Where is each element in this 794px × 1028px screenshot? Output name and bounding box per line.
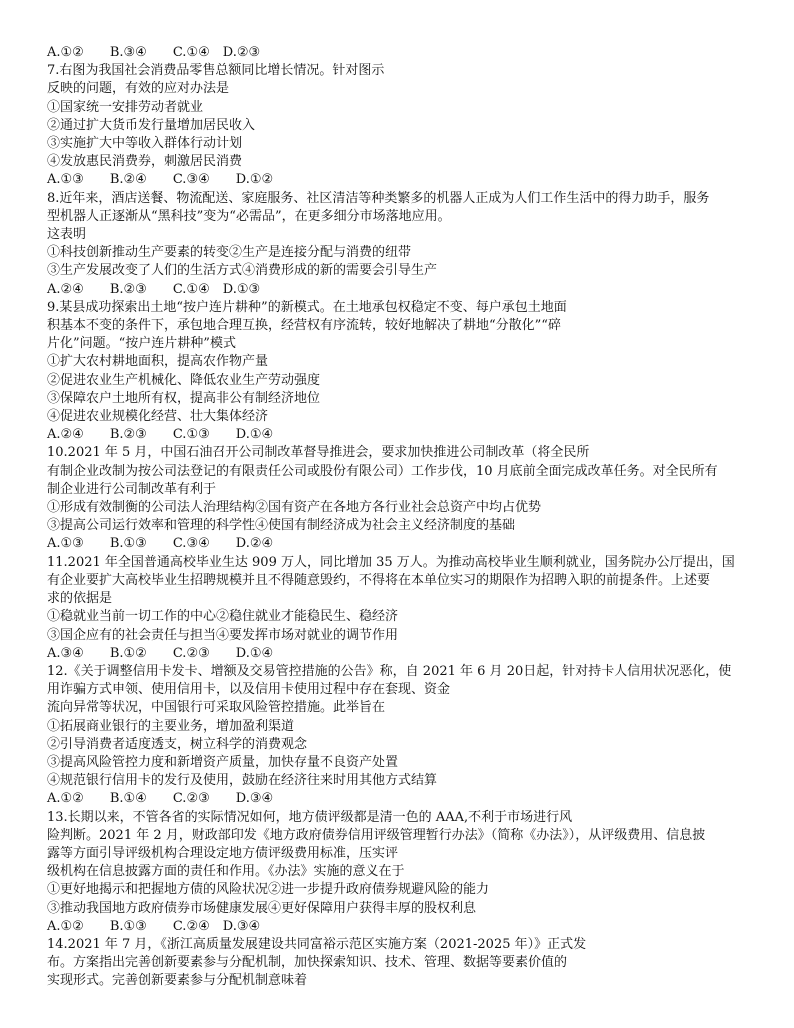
text-line: 反映的问题，有效的应对办法是 [47,81,230,97]
text-line: ③国企应有的社会责任与担当④要发挥市场对就业的调节作用 [47,627,399,643]
text-line: ②通过扩大货币发行量增加居民收入 [47,117,256,133]
text-line: ①科技创新推动生产要素的转变②生产是连接分配与消费的纽带 [47,245,412,261]
text-line: 制企业进行公司制改革有利于 [47,481,217,497]
text-line: 片化”问题。“按户连片耕种”模式 [47,336,236,352]
text-line: 13.长期以来，不管各省的实际情况如何，地方债评级都是清一色的 AAA,不利于市场进行风 [47,809,573,825]
text-line: ②引导消费者适度透支，树立科学的消费观念 [47,736,308,752]
text-line: ②促进农业生产机械化、降低农业生产劳动强度 [47,372,321,388]
text-line: ①形成有效制衡的公司法人治理结构②国有资产在各地方各行业社会总资产中均占优势 [47,500,542,516]
text-line: 级机构在信息披露方面的责任和作用。《办法》实施的意义在于 [47,864,405,880]
text-line: ①更好地揭示和把握地方债的风险状况②进一步提升政府债券规避风险的能力 [47,882,490,898]
text-line: A.③④ B.①② C.②③ D.①④ [47,645,274,661]
text-line: A.①② B.①④ C.②③ D.③④ [47,791,274,807]
exam-page [47,44,767,991]
text-line: ③保障农户土地所有权，提高非公有制经济地位 [47,390,321,406]
text-line: ③提高风险管控力度和新增资产质量，加快存量不良资产处置 [47,754,399,770]
text-line: ①国家统一安排劳动者就业 [47,99,204,115]
text-line: ③提高公司运行效率和管理的科学性④使国有制经济成为社会主义经济制度的基础 [47,518,516,534]
text-line: 10.2021 年 5 月，中国石油召开公司制改革督导推进会，要求加快推进公司制改革（将全民所 [47,445,590,461]
text-line: ④促进农业规模化经营、壮大集体经济 [47,409,269,425]
text-line: 11.2021 年全国普通高校毕业生达 909 万人，同比增加 35 万人。为推动高校毕业生顺利就业，国务院办公厅提出，国 [47,554,735,570]
text-line: 布。方案指出完善创新要素参与分配机制，加快探索知识、技术、管理、数据等要素价值的 [47,955,568,971]
text-line: 8.近年来，酒店送餐、物流配送、家庭服务、社区清洁等种类繁多的机器人正成为人们工作生活中的得力助手，服务 [47,190,710,206]
text-line: 14.2021 年 7 月，《浙江高质量发展建设共同富裕示范区实施方案（2021-2025 年）》正式发 [47,936,587,952]
text-line: 流向异常等状况，中国银行可采取风险管控措施。此举旨在 [47,700,386,716]
text-line: ①扩大农村耕地面积，提高农作物产量 [47,354,269,370]
text-line: ④规范银行信用卡的发行及使用，鼓励在经济往来时用其他方式结算 [47,773,438,789]
text-line: 有企业要扩大高校毕业生招聘规模并且不得随意毁约，不得将在本单位实习的期限作为招聘入职的前提条件。上述要 [47,572,711,588]
text-line: 实现形式。完善创新要素参与分配机制意味着 [47,973,308,989]
text-line: ①拓展商业银行的主要业务，增加盈利渠道 [47,718,295,734]
text-line: 9.某县成功探索出土地“按户连片耕种”的新模式。在土地承包权稳定不变、每户承包土地面 [47,299,567,315]
text-line: A.①③ B.②④ C.③④ D.①② [47,172,274,188]
text-line: ③推动我国地方政府债券市场健康发展④更好保障用户获得丰厚的股权利息 [47,900,477,916]
text-line: 型机器人正逐渐从“黑科技”变为“必需品”，在更多细分市场落地应用。 [47,208,451,224]
text-line: 用诈骗方式申领、使用信用卡，以及信用卡使用过程中存在套现、资金 [47,682,451,698]
text-line: 有制企业改制为按公司法登记的有限责任公司或股份有限公司）工作步伐，10 月底前全面完成改革任务。对全民所有 [47,463,718,479]
text-line: A.②④ B.②③ C.①④ D.①③ [47,281,261,297]
text-line: 这表明 [47,227,87,243]
text-line: 露等方面引导评级机构合理设定地方债评级费用标准，压实评 [47,845,399,861]
text-line: 12.《关于调整信用卡发卡、增额及交易管控措施的公告》称，自 2021 年 6 月 20日起，针对持卡人信用状况恶化，使 [47,663,732,679]
text-line: A.②④ B.②③ C.①③ D.①④ [47,427,274,443]
text-line: ③实施扩大中等收入群体行动计划 [47,136,243,152]
text-line: 求的依据是 [47,591,113,607]
text-line: 险判断。2021 年 2 月，财政部印发《地方政府债券信用评级管理暂行办法》（简称《办法》），从评级费用、信息披 [47,827,706,843]
text-line: 7.右图为我国社会消费品零售总额同比增长情况。针对图示 [47,63,385,79]
text-line: A.①② B.③④ C.①④ D.②③ [47,45,261,60]
text-line: ①稳就业当前一切工作的中心②稳住就业才能稳民生、稳经济 [47,609,399,625]
text-line: ③生产发展改变了人们的生活方式④消费形成的新的需要会引导生产 [47,263,438,279]
text-line: 积基本不变的条件下，承包地合理互换，经营权有序流转，较好地解决了耕地“分散化”“碎 [47,318,561,334]
text-line: A.①② B.①③ C.②④ D.③④ [47,918,261,934]
text-line: A.①③ B.①③ C.③④ D.②④ [47,536,274,552]
text-line: ④发放惠民消费券，刺激居民消费 [47,154,243,170]
